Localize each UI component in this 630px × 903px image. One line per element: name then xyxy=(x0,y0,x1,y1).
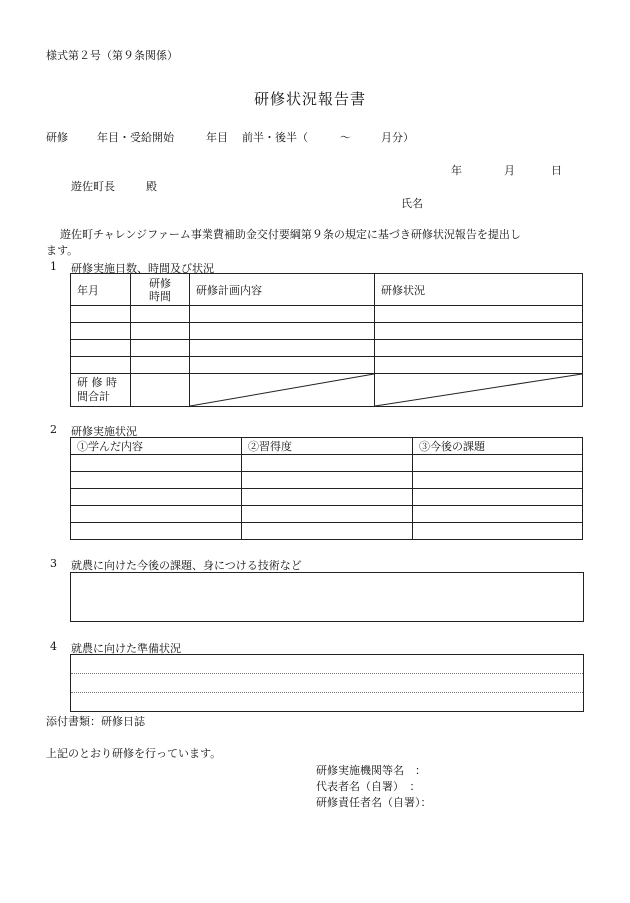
total-label-line1: 研 修 時 xyxy=(77,376,117,389)
attachment-note: 添付書類：研修日誌 xyxy=(46,715,145,728)
header-issues: ③今後の課題 xyxy=(413,438,583,455)
cell-mastery[interactable] xyxy=(242,489,413,506)
header-hours-line1: 研修 xyxy=(149,276,171,290)
period-month: 月分） xyxy=(381,131,414,144)
cell-learned[interactable] xyxy=(71,472,242,489)
date-month: 月 xyxy=(504,164,515,177)
addressee-honorific: 殿 xyxy=(146,180,157,193)
intro-text-line2: ます。 xyxy=(46,244,79,257)
cell-learned[interactable] xyxy=(71,455,242,472)
cell-issues[interactable] xyxy=(413,489,583,506)
cell-month[interactable] xyxy=(71,340,131,357)
header-learned: ①学んだ内容 xyxy=(71,438,242,455)
cell-month[interactable] xyxy=(71,323,131,340)
cell-learned[interactable] xyxy=(71,489,242,506)
table-row xyxy=(71,455,583,472)
total-row xyxy=(71,374,583,407)
cell-status[interactable] xyxy=(375,357,583,374)
header-hours xyxy=(131,274,190,306)
cell-plan[interactable] xyxy=(190,306,375,323)
representative-label: 代表者名（自署） ： xyxy=(316,780,421,793)
section1-number: 1 xyxy=(50,260,57,273)
total-label xyxy=(71,374,131,407)
preparation-status-box[interactable] xyxy=(70,654,584,712)
total-label-line2: 間合計 xyxy=(77,390,110,403)
cell-issues[interactable] xyxy=(413,506,583,523)
section4-number: 4 xyxy=(50,640,57,653)
diagonal-line xyxy=(375,374,582,406)
section1-title: 研修実施日数、時間及び状況 xyxy=(71,262,214,275)
table-row xyxy=(71,340,583,357)
closing-statement: 上記のとおり研修を行っています。 xyxy=(46,747,222,760)
future-issues-box[interactable] xyxy=(70,572,584,622)
section3-number: 3 xyxy=(50,557,57,570)
form-number: 様式第２号（第９条関係） xyxy=(46,49,178,62)
table-header-row xyxy=(71,274,583,306)
header-hours-line2: 時間 xyxy=(149,289,171,303)
cell-month[interactable] xyxy=(71,306,131,323)
diagonal-cell-status xyxy=(375,374,583,407)
table-row xyxy=(71,357,583,374)
writing-line xyxy=(71,673,583,674)
cell-issues[interactable] xyxy=(413,455,583,472)
supervisor-label: 研修責任者名（自署）： xyxy=(316,796,432,809)
section2-title: 研修実施状況 xyxy=(71,425,137,438)
period-half: 前半・後半（ xyxy=(242,131,308,144)
page-title: 研修状況報告書 xyxy=(254,90,367,108)
cell-issues[interactable] xyxy=(413,523,583,540)
cell-mastery[interactable] xyxy=(242,455,413,472)
cell-status[interactable] xyxy=(375,306,583,323)
cell-plan[interactable] xyxy=(190,323,375,340)
section3-title: 就農に向けた今後の課題、身につける技術など xyxy=(71,559,302,572)
cell-month[interactable] xyxy=(71,357,131,374)
intro-text-line1: 遊佐町チャレンジファーム事業費補助金交付要綱第９条の規定に基づき研修状況報告を提出し xyxy=(60,228,521,241)
period-label: 研修 xyxy=(46,131,68,144)
cell-hours[interactable] xyxy=(131,306,190,323)
diagonal-line xyxy=(190,374,374,406)
cell-hours[interactable] xyxy=(131,323,190,340)
period-year: 年目 xyxy=(206,131,228,144)
period-year-start: 年目・受給開始 xyxy=(97,131,174,144)
table-row xyxy=(71,523,583,540)
date-day: 日 xyxy=(551,164,562,177)
header-status: 研修状況 xyxy=(375,274,583,306)
cell-mastery[interactable] xyxy=(242,523,413,540)
table-row xyxy=(71,306,583,323)
header-month: 年月 xyxy=(71,274,131,306)
table-row xyxy=(71,489,583,506)
cell-hours[interactable] xyxy=(131,340,190,357)
writing-line xyxy=(71,692,583,693)
cell-mastery[interactable] xyxy=(242,472,413,489)
table-row xyxy=(71,506,583,523)
section4-title: 就農に向けた準備状況 xyxy=(71,642,181,655)
cell-status[interactable] xyxy=(375,323,583,340)
cell-plan[interactable] xyxy=(190,357,375,374)
header-mastery: ②習得度 xyxy=(242,438,413,455)
table-row xyxy=(71,323,583,340)
cell-issues[interactable] xyxy=(413,472,583,489)
cell-mastery[interactable] xyxy=(242,506,413,523)
date-year: 年 xyxy=(451,164,462,177)
period-tilde: 〜 xyxy=(340,131,351,144)
addressee-name: 遊佐町長 xyxy=(71,180,115,193)
section2-number: 2 xyxy=(50,423,57,436)
training-hours-table xyxy=(70,273,583,407)
header-plan: 研修計画内容 xyxy=(190,274,375,306)
applicant-name-label: 氏名 xyxy=(401,197,423,210)
cell-learned[interactable] xyxy=(71,523,242,540)
cell-plan[interactable] xyxy=(190,340,375,357)
cell-hours[interactable] xyxy=(131,357,190,374)
institution-name-label: 研修実施機関等名 ： xyxy=(316,764,426,777)
training-status-table xyxy=(70,437,583,540)
total-hours-cell[interactable] xyxy=(131,374,190,407)
table-header-row xyxy=(71,438,583,455)
table-row xyxy=(71,472,583,489)
diagonal-cell-plan xyxy=(190,374,375,407)
cell-learned[interactable] xyxy=(71,506,242,523)
cell-status[interactable] xyxy=(375,340,583,357)
